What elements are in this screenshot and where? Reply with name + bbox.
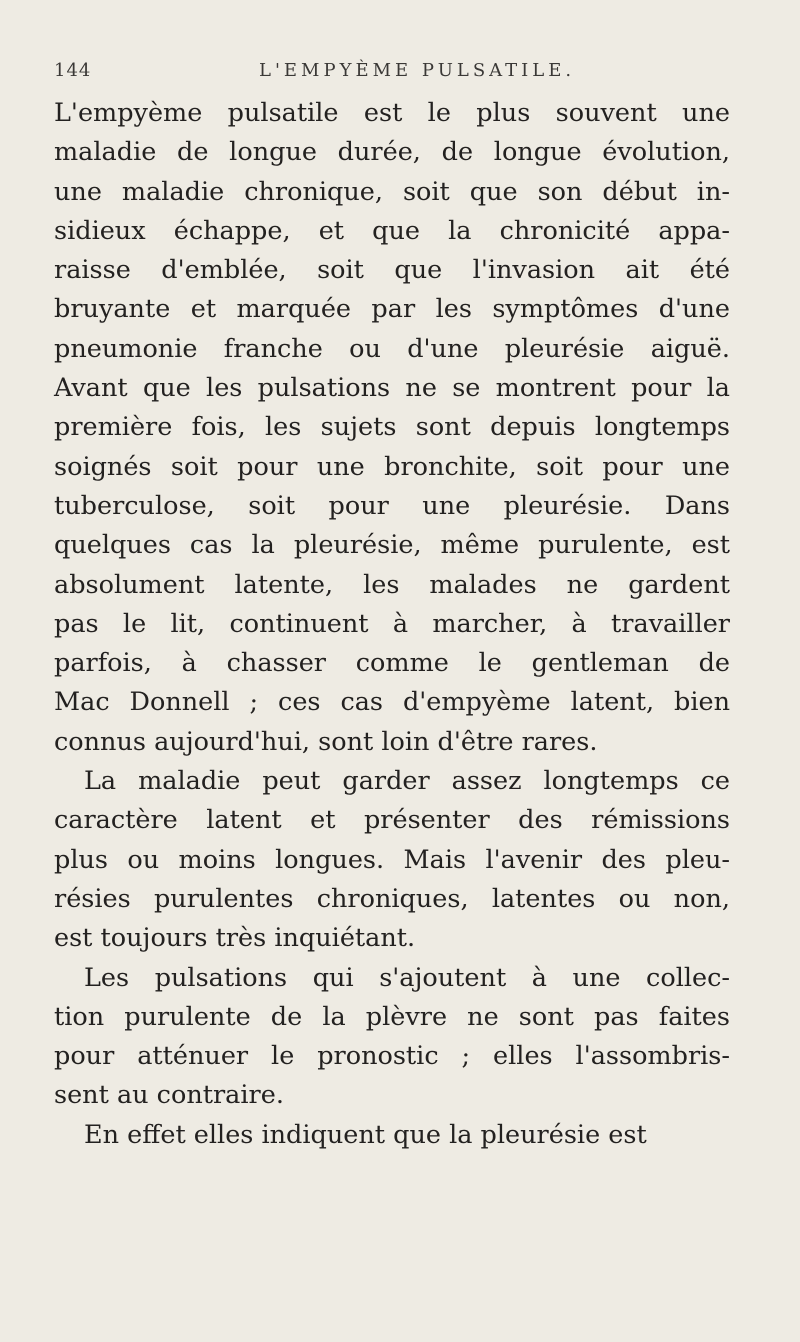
text-line: sidieux échappe, et que la chronicité appa- — [54, 215, 730, 246]
text-line: caractère latent et présenter des rémissions — [54, 805, 730, 836]
text-line: tuberculose, soit pour une pleurésie. Dans — [54, 490, 730, 521]
text-line: Avant que les pulsations ne se montrent pour la — [54, 373, 730, 404]
text-line: pour atténuer le pronostic ; elles l'assombris- — [54, 1041, 730, 1072]
page-header — [54, 60, 730, 90]
text-line: connus aujourd'hui, sont loin d'être rares. — [54, 726, 598, 757]
text-line: L'empyème pulsatile est le plus souvent une — [54, 98, 730, 128]
text-line: première fois, les sujets sont depuis longtemps — [54, 412, 730, 443]
text-line: maladie de longue durée, de longue évolution, — [54, 137, 730, 168]
text-line: En effet elles indiquent que la pleurésie est — [84, 1119, 647, 1150]
text-line: parfois, à chasser comme le gentleman de — [54, 648, 730, 679]
text-line: quelques cas la pleurésie, même purulente, est — [54, 530, 730, 561]
text-line: tion purulente de la plèvre ne sont pas faites — [54, 1001, 730, 1032]
paragraph-3 — [54, 959, 730, 1116]
text-line: Mac Donnell ; ces cas d'empyème latent, bien — [54, 687, 730, 718]
text-line: pneumonie franche ou d'une pleurésie aiguë. — [54, 333, 730, 364]
running-title: L'EMPYÈME PULSATILE. — [259, 60, 576, 81]
text-line: raisse d'emblée, soit que l'invasion ait été — [54, 255, 730, 286]
text-line: bruyante et marquée par les symptômes d'une — [54, 294, 730, 325]
page-number: 144 — [54, 60, 92, 81]
paragraph-4 — [54, 1116, 730, 1155]
text-line: soignés soit pour une bronchite, soit pour une — [54, 451, 730, 482]
text-line: absolument latente, les malades ne gardent — [54, 569, 730, 600]
body-text — [54, 94, 730, 1155]
text-line: résies purulentes chroniques, latentes ou non, — [54, 883, 730, 914]
text-line: pas le lit, continuent à marcher, à travailler — [54, 608, 730, 639]
paragraph-1 — [54, 94, 730, 762]
text-line: une maladie chronique, soit que son début in- — [54, 176, 730, 207]
text-line: sent au contraire. — [54, 1080, 284, 1111]
text-line: est toujours très inquiétant. — [54, 923, 416, 954]
text-line: plus ou moins longues. Mais l'avenir des pleu- — [54, 844, 730, 875]
text-line: Les pulsations qui s'ajoutent à une collec- — [84, 962, 730, 993]
paragraph-2 — [54, 762, 730, 958]
text-line: La maladie peut garder assez longtemps ce — [84, 766, 730, 797]
